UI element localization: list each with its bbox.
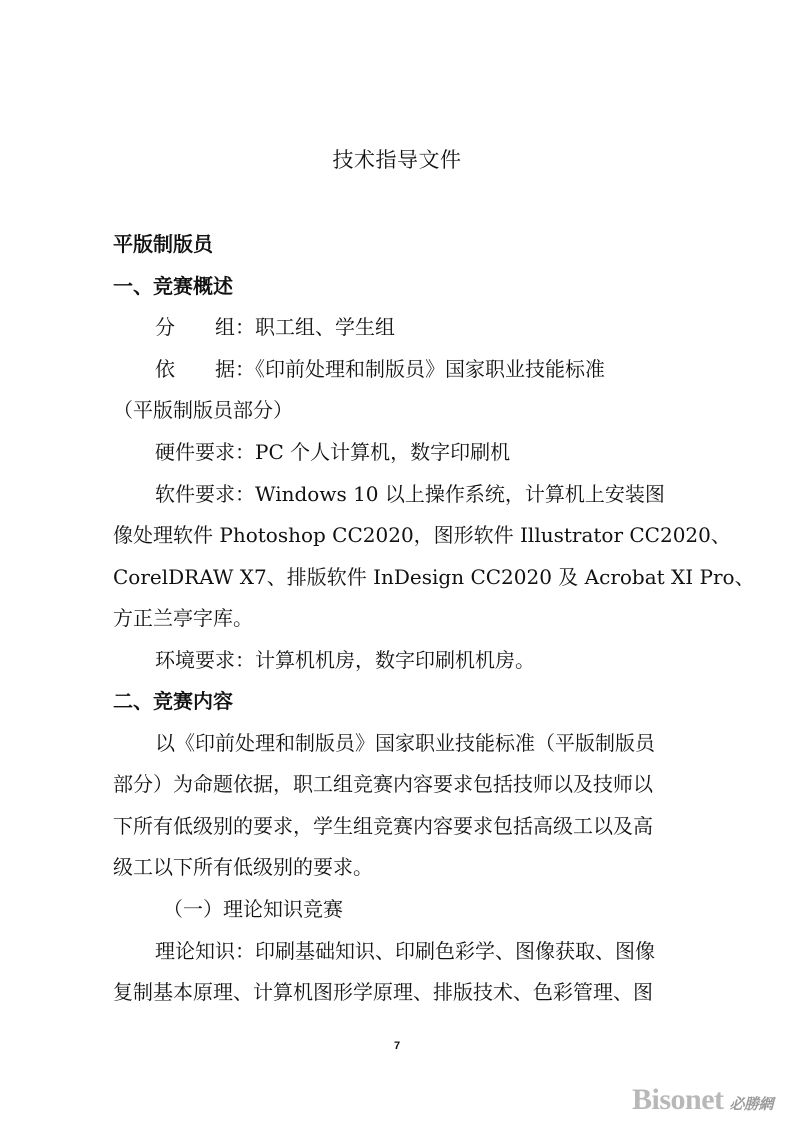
subheading-theory: （一）理论知识竞赛 [163,897,343,921]
text-software-cont-1: 像处理软件 Photoshop CC2020，图形软件 Illustrator CC2020、 [113,523,731,547]
watermark-cn: 必勝網 [729,1095,774,1113]
heading-content: 二、竞赛内容 [113,689,233,713]
section-title-occupation: 平版制版员 [113,232,213,256]
page-number: 7 [393,1040,401,1052]
paragraph-line: 下所有低级别的要求，学生组竞赛内容要求包括高级工以及高 [113,814,653,838]
text-software: 软件要求：Windows 10 以上操作系统，计算机上安装图 [155,482,665,506]
text-basis-cont: （平版制版员部分） [113,398,293,422]
paragraph-line: 以《印前处理和制版员》国家职业技能标准（平版制版员 [155,731,655,755]
watermark-brand: Bisonet [632,1083,724,1116]
paragraph-line: 复制基本原理、计算机图形学原理、排版技术、色彩管理、图 [113,980,653,1004]
text-software-cont-2: CorelDRAW X7、排版软件 InDesign CC2020 及 Acrobat XI Pro、 [113,565,755,589]
paragraph-line: 部分）为命题依据，职工组竞赛内容要求包括技师以及技师以 [113,772,653,796]
paragraph-line: 理论知识：印刷基础知识、印刷色彩学、图像获取、图像 [155,939,655,963]
page-title: 技术指导文件 [332,148,462,172]
heading-overview: 一、竞赛概述 [113,274,233,298]
text-group: 分 组：职工组、学生组 [155,315,395,339]
text-hardware: 硬件要求：PC 个人计算机，数字印刷机 [155,440,511,464]
text-environment: 环境要求：计算机机房，数字印刷机机房。 [155,648,535,672]
watermark-logo [632,1083,773,1117]
paragraph-line: 级工以下所有低级别的要求。 [113,855,373,879]
text-software-cont-3: 方正兰亭字库。 [113,606,253,630]
text-basis: 依 据：《印前处理和制版员》国家职业技能标准 [155,357,605,381]
